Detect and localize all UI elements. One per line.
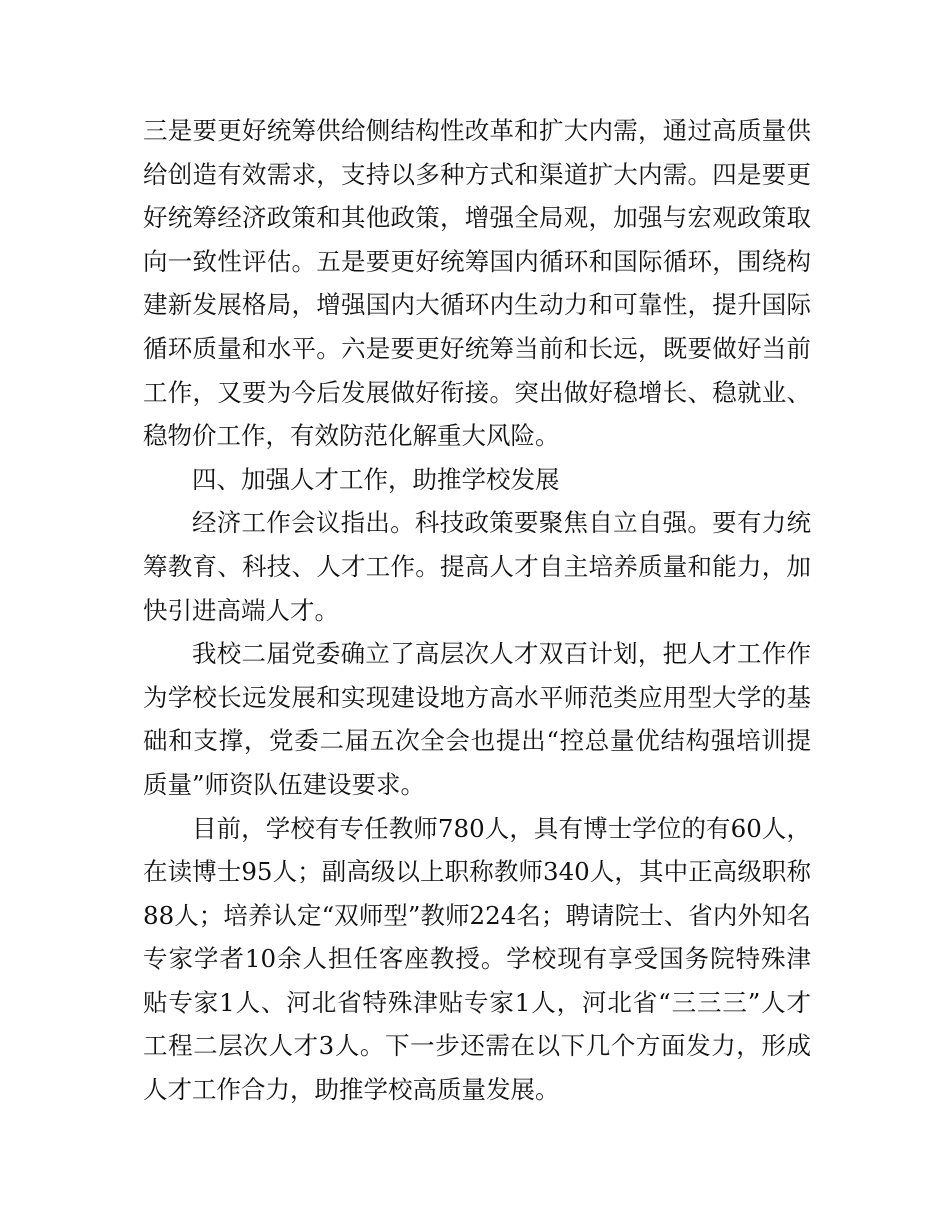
paragraph-talent-plan: 我校二届党委确立了高层次人才双百计划，把人才工作作为学校长远发展和实现建设地方高水平师范类应用型大学的基础和支撑，党委二届五次全会也提出“控总量优结构强培训提质量”师资队伍建设要求。 — [143, 639, 811, 799]
section-heading: 四、加强人才工作，助推学校发展 — [192, 464, 560, 494]
paragraph-continuation: 三是要更好统筹供给侧结构性改革和扩大内需，通过高质量供给创造有效需求，支持以多种方式和渠道扩大内需。四是要更好统筹经济政策和其他政策，增强全局观，加强与宏观政策取向一致性评估。五是要更好统筹国内循环和国际循环，围绕构建新发展格局，增强国内大循环内生动力和可靠性，提升国际循环质量和水平。六是要更好统筹当前和长远，既要做好当前工作，又要为今后发展做好衔接。突出做好稳增长、稳就业、稳物价工作，有效防范化解重大风险。 — [143, 116, 811, 451]
paragraph-faculty-stats: 目前，学校有专任教师780人，具有博士学位的有60人，在读博士95人；副高级以上职称教师340人，其中正高级职称88人；培养认定“双师型”教师224名；聘请院士、省内外知名专家学者10余人担任客座教授。学校现有享受国务院特殊津贴专家1人、河北省特殊津贴专家1人，河北省“三三三”人才工程二层次人才3人。下一步还需在以下几个方面发力，形成人才工作合力，助推学校高质量发展。 — [143, 813, 811, 1105]
document-page — [143, 109, 811, 1112]
paragraph-conference: 经济工作会议指出。科技政策要聚焦自立自强。要有力统筹教育、科技、人才工作。提高人才自主培养质量和能力，加快引进高端人才。 — [143, 508, 811, 625]
